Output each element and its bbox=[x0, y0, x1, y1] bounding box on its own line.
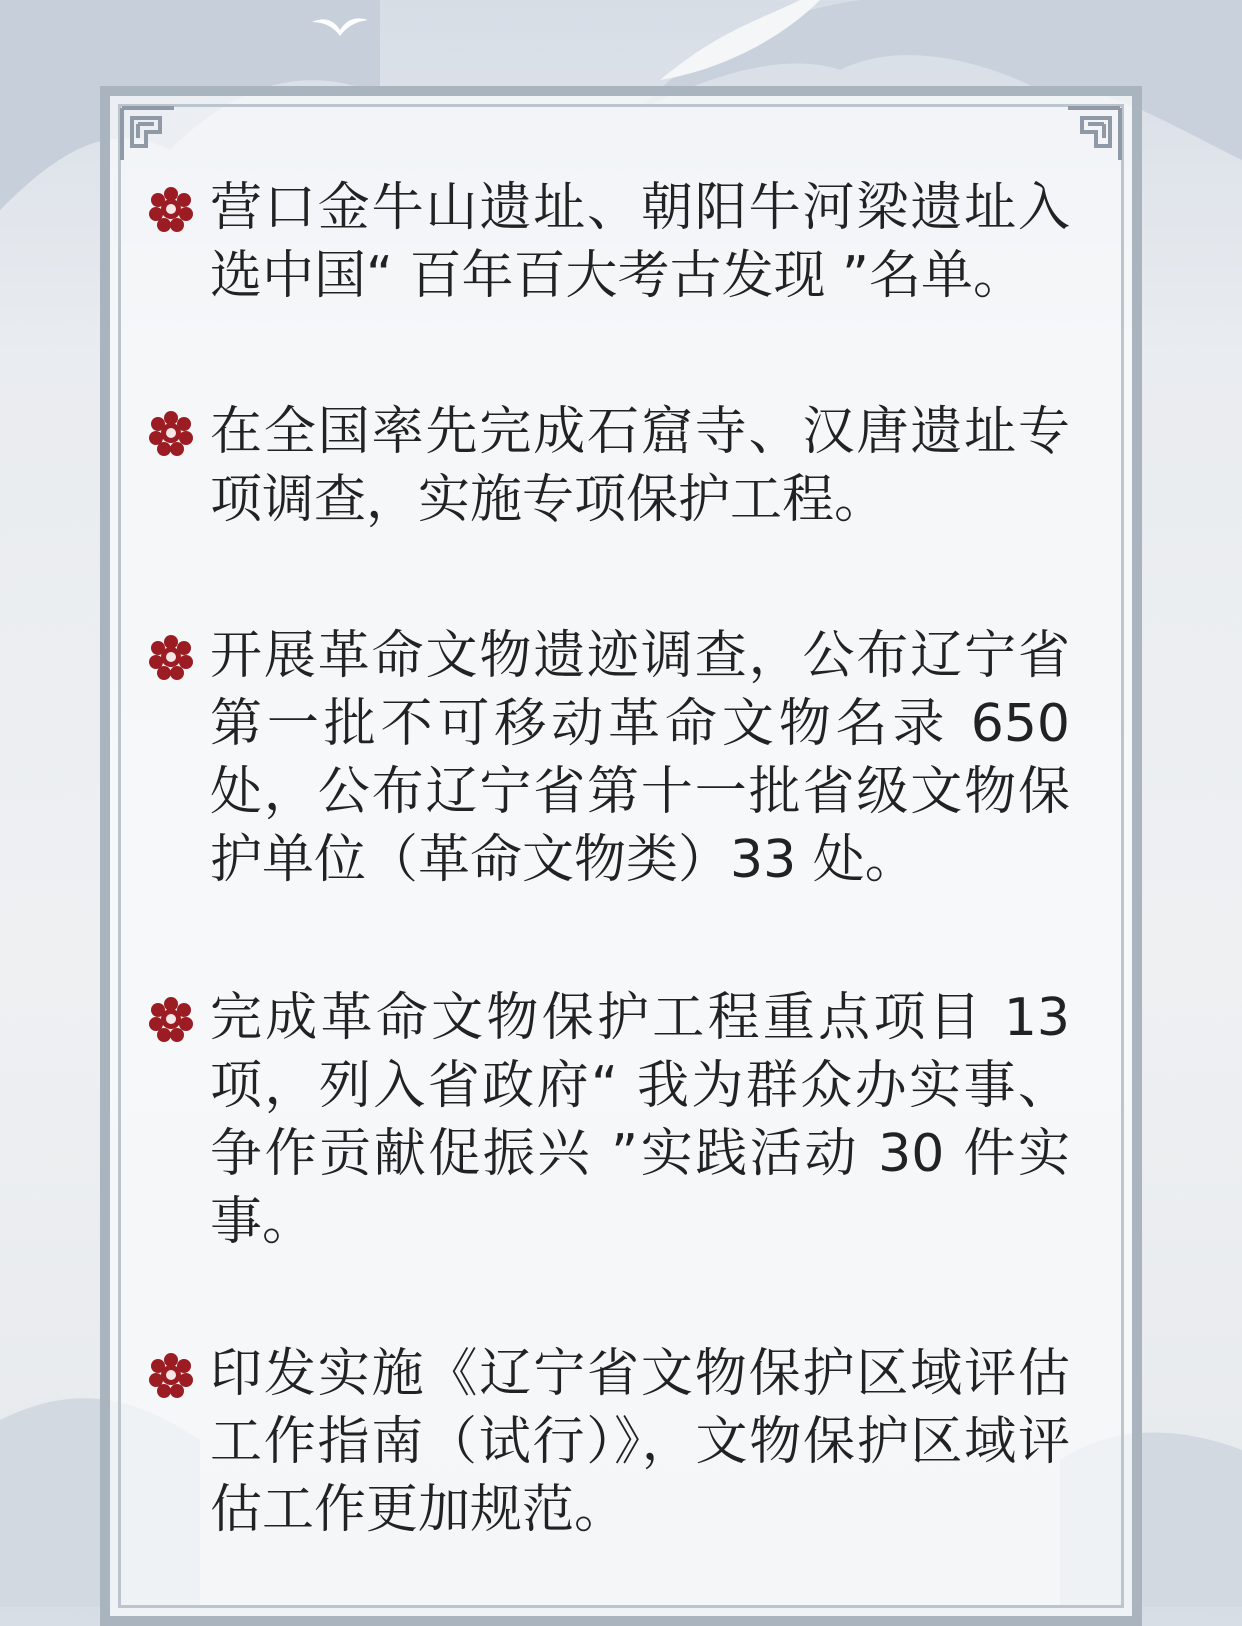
content-panel bbox=[100, 86, 1142, 1626]
flower-icon bbox=[146, 994, 196, 1044]
flower-icon bbox=[146, 184, 196, 234]
item-text: 在全国率先完成石窟寺、汉唐遗址专项调查，实施专项保护工程。 bbox=[210, 402, 1070, 530]
item-text: 印发实施《辽宁省文物保护区域评估工作指南（试行）》，文物保护区域评估工作更加规范。 bbox=[210, 1344, 1070, 1540]
flower-icon bbox=[146, 1350, 196, 1400]
item-text: 开展革命文物遗迹调查，公布辽宁省第一批不可移动革命文物名录 650 处，公布辽宁省第十一批省级文物保护单位（革命文物类）33 处。 bbox=[210, 626, 1070, 890]
flower-icon bbox=[146, 632, 196, 682]
fret-corner-icon bbox=[1062, 102, 1126, 166]
fret-corner-icon bbox=[116, 102, 180, 166]
item-text: 营口金牛山遗址、朝阳牛河梁遗址入选中国“ 百年百大考古发现 ”名单。 bbox=[210, 178, 1070, 306]
item-text: 完成革命文物保护工程重点项目 13 项，列入省政府“ 我为群众办实事、争作贡献促振兴 ”实践活动 30 件实事。 bbox=[210, 988, 1070, 1252]
flower-icon bbox=[146, 408, 196, 458]
